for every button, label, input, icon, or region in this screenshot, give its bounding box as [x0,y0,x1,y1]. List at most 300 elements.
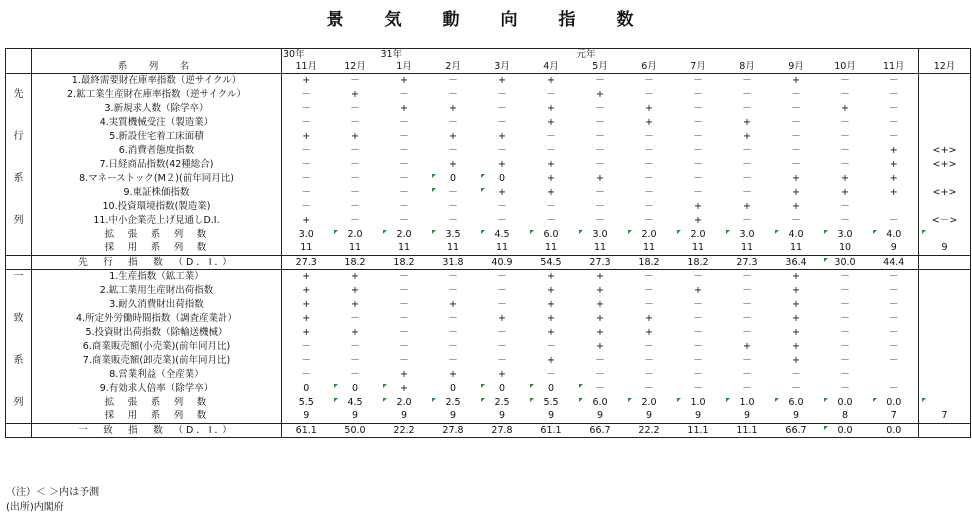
coincident-series-name: 9.有効求人倍率（除学卒） [99,382,214,394]
leading-value-cell: + [841,102,849,114]
leading-expanded-cell: 2.0 [625,228,674,242]
leading-value-cell: － [350,172,360,184]
leading-value-cell: － [576,74,625,88]
coincident-value-cell: + [694,284,702,296]
coincident-series-name: 4.所定外労働時間指数（調査産業計） [75,312,238,324]
leading-value-cell: <+> [919,144,971,158]
leading-value-cell: － [840,200,850,212]
coincident-value-cell: － [840,368,850,380]
leading-value-cell: － [840,88,850,100]
leading-group-label [6,102,32,116]
leading-value-cell: － [399,130,409,142]
leading-expanded-label: 拡 張 系 列 数 [104,228,209,240]
coincident-series-row [6,382,971,396]
leading-value-cell: － [595,214,605,226]
coincident-value-cell: － [791,368,801,380]
leading-value-cell: + [792,172,800,184]
leading-adopted-cell: 11 [691,242,705,254]
coincident-series-row [6,270,971,284]
source-note: (出所)内閣府 [6,502,64,512]
coincident-value-cell: － [840,284,850,296]
coincident-value-cell: + [282,270,331,284]
leading-value-cell: － [350,102,360,114]
coincident-value-cell: － [693,312,703,324]
leading-series-name: 4.実質機械受注（製造業） [99,116,214,128]
coincident-value-cell [919,312,971,326]
coincident-value-cell: － [350,368,360,380]
leading-value-cell: － [742,158,752,170]
leading-di-cell [919,256,971,270]
coincident-value-cell: － [429,270,478,284]
leading-value-cell: － [644,214,654,226]
coincident-di-cell: 61.1 [282,424,331,438]
leading-value-cell: + [547,186,555,198]
header-name-top [32,49,282,61]
leading-adopted-cell: 11 [642,242,656,254]
coincident-group-label: 致 [6,312,32,326]
page-title: 景 気 動 向 指 数 [326,10,646,30]
coincident-series-row [6,312,971,326]
leading-group-label: 系 [6,172,32,186]
coincident-value-cell: － [546,340,556,352]
leading-di-cell: 27.3 [723,256,772,270]
leading-di-cell: 54.5 [527,256,576,270]
leading-value-cell: － [693,130,703,142]
coincident-value-cell: － [644,284,654,296]
leading-group-label [6,228,32,242]
coincident-value-cell: + [547,326,555,338]
leading-value-cell: － [448,200,458,212]
leading-series-row [6,242,971,256]
coincident-value-cell: － [888,326,899,338]
leading-value-cell: － [693,102,703,114]
leading-value-cell: － [399,144,409,156]
coincident-value-cell: － [723,270,772,284]
coincident-adopted-cell: 9 [547,410,555,422]
coincident-group-label [6,382,32,396]
leading-adopted-cell: 11 [446,242,460,254]
leading-value-cell: － [693,144,703,156]
coincident-value-cell: － [693,382,703,394]
leading-series-row [6,144,971,158]
coincident-series-row [6,298,971,312]
coincident-value-cell: － [693,354,703,366]
leading-value-cell: － [870,74,919,88]
leading-value-cell: + [380,74,429,88]
leading-di-cell: 18.2 [674,256,723,270]
coincident-value-cell [870,368,919,382]
coincident-value-cell: － [546,368,556,380]
coincident-series-row [6,354,971,368]
coincident-series-row [6,326,971,340]
coincident-value-cell: － [742,326,752,338]
leading-value-cell: + [743,130,751,142]
coincident-value-cell: 0 [449,382,457,394]
leading-value-cell: － [595,186,605,198]
leading-value-cell: － [644,200,654,212]
coincident-value-cell: － [888,284,899,296]
coincident-value-cell: + [498,312,506,324]
leading-value-cell: + [282,130,331,144]
coincident-adopted-cell: 8 [841,410,849,422]
coincident-expanded-cell [919,396,971,410]
leading-value-cell: － [497,102,507,114]
coincident-value-cell: － [888,298,899,310]
coincident-value-cell: + [792,312,800,324]
leading-value-cell: + [547,116,555,128]
coincident-di-row [6,424,971,438]
month-header: 4月 [527,60,576,74]
coincident-adopted-cell: 9 [743,410,751,422]
leading-di-row [6,256,971,270]
coincident-di-label: 一 致 指 数 （D．I．） [32,424,282,438]
leading-value-cell: + [547,102,555,114]
coincident-value-cell: － [282,368,331,382]
leading-value-cell: － [429,74,478,88]
leading-value-cell: 0 [429,172,478,186]
leading-value-cell: － [821,74,870,88]
leading-value-cell: － [399,116,409,128]
leading-value-cell: － [840,116,850,128]
leading-value-cell: － [742,186,752,198]
leading-value-cell: + [498,130,506,142]
leading-value-cell: － [674,74,723,88]
leading-value-cell: － [331,74,380,88]
leading-di-cell: 27.3 [282,256,331,270]
leading-value-cell: + [282,74,331,88]
coincident-value-cell: － [448,340,458,352]
coincident-di-cell: 0.0 [821,424,870,438]
coincident-adopted-cell: 9 [282,410,331,424]
leading-value-cell: + [527,74,576,88]
leading-expanded-cell: 2.0 [674,228,723,242]
leading-value-cell [919,102,971,116]
leading-value-cell: － [595,102,605,114]
coincident-series-name: 7.商業販売額(卸売業)(前年同月比) [82,354,231,366]
coincident-value-cell: － [497,354,507,366]
coincident-value-cell: 0 [331,382,380,396]
leading-expanded-cell: 4.0 [772,228,821,242]
coincident-value-cell: － [644,354,654,366]
leading-value-cell: － [350,116,360,128]
leading-value-cell: － [399,172,409,184]
coincident-value-cell: + [331,270,380,284]
coincident-value-cell: － [742,312,752,324]
coincident-adopted-cell: 7 [919,410,971,424]
leading-di-cell: 30.0 [821,256,870,270]
leading-group-label: 行 [6,130,32,144]
leading-value-cell: － [742,102,752,114]
leading-value-cell [870,200,919,214]
year-2019: 31年 [380,49,429,61]
leading-value-cell: － [546,88,556,100]
coincident-value-cell [919,284,971,298]
leading-value-cell: － [282,172,331,186]
leading-value-cell: － [448,116,458,128]
leading-value-cell: + [478,74,527,88]
coincident-di-cell [919,424,971,438]
coincident-value-cell: + [792,326,800,338]
coincident-series-name: 6.商業販売額(小売業)(前年同月比) [82,340,231,352]
coincident-value-cell: + [792,354,800,366]
leading-value-cell: － [693,158,703,170]
month-header: 11月 [870,60,919,74]
leading-group-label [6,74,32,88]
coincident-value-cell: － [448,312,458,324]
coincident-value-cell: + [596,284,604,296]
leading-value-cell: － [791,158,801,170]
leading-adopted-cell: 11 [397,242,411,254]
coincident-value-cell [919,298,971,312]
coincident-value-cell: － [380,270,429,284]
leading-value-cell: － [497,214,507,226]
leading-value-cell: － [742,144,752,156]
leading-value-cell: + [547,172,555,184]
coincident-value-cell: － [742,284,752,296]
coincident-series-row [6,340,971,354]
coincident-value-cell: + [743,340,751,352]
leading-value-cell: － [595,130,605,142]
coincident-expanded-cell: 0.0 [821,396,870,410]
coincident-group-label: 一 [6,270,32,284]
leading-value-cell: － [399,200,409,212]
leading-adopted-cell: 11 [495,242,509,254]
coincident-value-cell: － [399,298,409,310]
coincident-value-cell: － [888,340,899,352]
leading-value-cell: + [449,130,457,142]
leading-adopted-label: 採 用 系 列 数 [104,242,209,254]
coincident-value-cell: － [821,270,870,284]
coincident-value-cell: － [576,382,625,396]
coincident-adopted-cell: 9 [351,410,359,422]
coincident-value-cell [919,340,971,354]
leading-value-cell: － [888,88,899,100]
leading-group-label [6,144,32,158]
coincident-di-cell: 66.7 [772,424,821,438]
leading-value-cell: 0 [478,172,527,186]
coincident-value-cell: + [282,284,331,298]
coincident-group-label [6,368,32,382]
leading-series-row [6,116,971,130]
coincident-value-cell: + [792,340,800,352]
leading-value-cell: － [282,200,331,214]
coincident-value-cell: 0 [478,382,527,396]
leading-value-cell: + [772,74,821,88]
leading-value-cell: + [694,200,702,212]
leading-value-cell: + [351,130,359,142]
leading-value-cell: － [497,88,507,100]
coincident-value-cell: + [645,312,653,324]
coincident-expanded-cell: 5.5 [527,396,576,410]
leading-value-cell [919,74,971,88]
coincident-value-cell [919,368,971,382]
coincident-value-cell: + [498,368,506,380]
leading-di-cell: 36.4 [772,256,821,270]
coincident-adopted-label: 採 用 系 列 数 [104,410,209,422]
leading-di-cell: 18.2 [331,256,380,270]
coincident-series-row [6,410,971,424]
coincident-series-row [6,396,971,410]
leading-value-cell: － [448,144,458,156]
coincident-value-cell: － [742,368,752,380]
leading-adopted-cell: 11 [282,242,331,256]
leading-value-cell: + [889,158,898,170]
leading-value-cell [919,200,971,214]
coincident-value-cell: + [547,284,555,296]
coincident-value-cell: － [870,270,919,284]
coincident-expanded-cell: 2.0 [625,396,674,410]
leading-value-cell: + [449,102,457,114]
leading-series-name: 7.日経商品指数(42種総合) [99,158,214,170]
coincident-value-cell: － [399,354,409,366]
coincident-value-cell: + [645,326,653,338]
coincident-di-corner [6,424,32,438]
coincident-value-cell: + [596,298,604,310]
leading-value-cell: － [546,214,556,226]
coincident-value-cell: － [644,368,654,380]
leading-expanded-cell: 6.0 [527,228,576,242]
coincident-di-cell: 50.0 [331,424,380,438]
month-header: 8月 [723,60,772,74]
leading-value-cell: － [693,116,703,128]
coincident-value-cell: － [840,312,850,324]
coincident-di-cell: 0.0 [870,424,919,438]
month-header: 3月 [478,60,527,74]
leading-value-cell: + [889,172,898,184]
leading-value-cell: － [791,144,801,156]
leading-value-cell: － [497,144,507,156]
coincident-value-cell: － [791,382,801,394]
leading-value-cell: + [498,158,506,170]
coincident-expanded-cell: 1.0 [723,396,772,410]
coincident-value-cell: + [596,326,604,338]
coincident-group-label [6,410,32,424]
leading-di-cell: 40.9 [478,256,527,270]
leading-value-cell: － [282,116,331,130]
coincident-value-cell: － [674,270,723,284]
leading-di-cell: 44.4 [870,256,919,270]
leading-adopted-cell: 9 [890,242,897,254]
coincident-expanded-cell: 2.5 [429,396,478,410]
leading-value-cell: － [448,214,458,226]
year-reiwa1: 元年 [576,49,625,61]
leading-series-row [6,200,971,214]
leading-group-label [6,242,32,256]
leading-value-cell: － [350,186,360,198]
coincident-value-cell: － [478,270,527,284]
coincident-value-cell: － [888,312,899,324]
coincident-value-cell: － [644,340,654,352]
leading-expanded-cell: 3.0 [821,228,870,242]
leading-value-cell: － [282,144,331,158]
leading-value-cell: － [429,186,478,200]
leading-value-cell: － [644,186,654,198]
leading-value-cell: － [399,158,409,170]
coincident-value-cell: + [282,326,331,340]
leading-value-cell: + [449,158,457,170]
coincident-value-cell: + [792,284,800,296]
leading-series-row [6,74,971,88]
leading-value-cell: － [791,116,801,128]
coincident-series-name: 3.耐久消費財出荷指数 [109,298,204,310]
leading-group-label [6,200,32,214]
coincident-value-cell: + [792,298,800,310]
coincident-value-cell: － [282,340,331,354]
coincident-group-label [6,284,32,298]
month-header: 5月 [576,60,625,74]
coincident-value-cell: 0 [527,382,576,396]
leading-value-cell: － [350,200,360,212]
coincident-value-cell: + [400,368,408,380]
coincident-di-cell: 61.1 [527,424,576,438]
coincident-group-label [6,326,32,340]
leading-value-cell: + [841,186,849,198]
coincident-expanded-cell: 2.5 [478,396,527,410]
month-header: 12月 [331,60,380,74]
coincident-value-cell: － [840,326,850,338]
coincident-value-cell: － [742,382,752,394]
leading-value-cell: － [840,214,850,226]
coincident-value-cell: － [448,284,458,296]
forecast-note: （注）＜ ＞内は予測 [6,487,100,498]
leading-value-cell: － [693,88,703,100]
month-header: 1月 [380,60,429,74]
leading-value-cell: － [595,144,605,156]
coincident-value-cell: + [351,298,359,310]
header-year-row [6,49,971,61]
leading-value-cell: － [644,144,654,156]
coincident-value-cell: － [595,354,605,366]
leading-expanded-cell: 4.5 [478,228,527,242]
coincident-value-cell: － [644,298,654,310]
coincident-di-cell: 66.7 [576,424,625,438]
leading-value-cell: － [497,200,507,212]
coincident-value-cell: － [448,354,458,366]
coincident-value-cell [919,382,971,396]
leading-adopted-cell: 10 [838,242,852,254]
leading-value-cell: + [694,214,702,226]
leading-value-cell: － [888,214,899,226]
coincident-value-cell: + [351,284,359,296]
coincident-value-cell: － [399,284,409,296]
leading-value-cell [919,88,971,102]
coincident-adopted-cell: 7 [890,410,897,422]
leading-expanded-cell: 3.0 [282,228,331,242]
coincident-series-name: 2.鉱工業用生産財出荷指数 [99,284,214,296]
coincident-value-cell: 0 [282,382,331,396]
leading-adopted-cell: 11 [544,242,558,254]
leading-value-cell: + [596,172,604,184]
leading-expanded-cell: 4.0 [870,228,919,242]
coincident-value-cell [919,354,971,368]
leading-value-cell: － [399,214,409,226]
leading-value-cell: + [792,186,800,198]
month-header: 7月 [674,60,723,74]
leading-expanded-cell: 3.0 [576,228,625,242]
coincident-value-cell: + [772,270,821,284]
coincident-value-cell: － [693,326,703,338]
coincident-expanded-cell: 0.0 [870,396,919,410]
leading-expanded-cell [919,228,971,242]
leading-value-cell: － [399,88,409,100]
coincident-expanded-cell: 5.5 [282,396,331,410]
coincident-value-cell [919,326,971,340]
coincident-value-cell: － [497,284,507,296]
coincident-series-row [6,284,971,298]
coincident-value-cell: － [840,382,850,394]
header-month-row [6,60,971,74]
coincident-di-cell: 11.1 [723,424,772,438]
